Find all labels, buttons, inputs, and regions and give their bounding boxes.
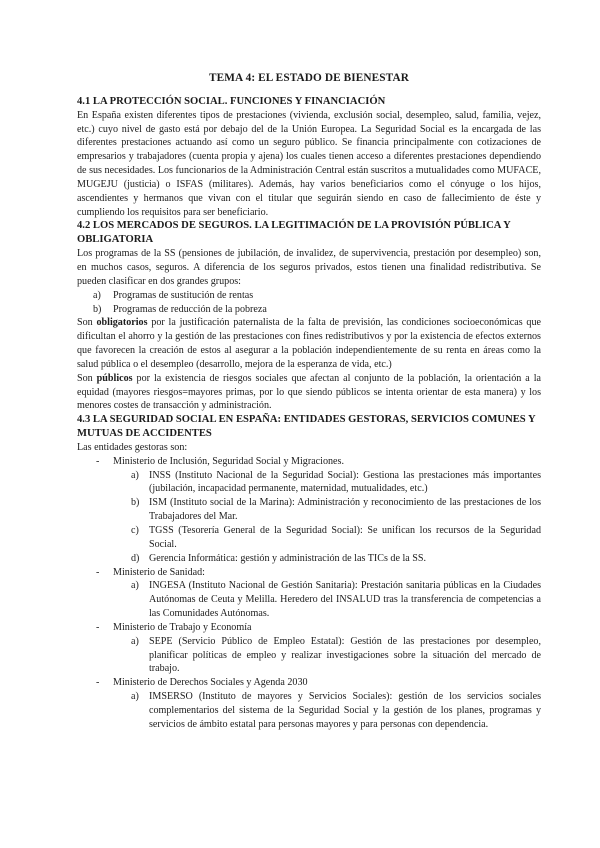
entity-item	[77, 524, 541, 552]
bold-term-obligatorios: obligatorios	[96, 317, 148, 329]
dash-marker: -	[96, 677, 100, 689]
ministry-name: Ministerio de Derechos Sociales y Agenda 2030	[113, 677, 308, 689]
document-page	[77, 72, 541, 732]
paragraph-lead: Son	[77, 372, 97, 384]
section-4-3-intro: Las entidades gestoras son:	[77, 441, 188, 453]
entity-text: Gerencia Informática: gestión y administración de las TICs de la SS.	[149, 552, 427, 564]
entity-item	[77, 579, 541, 621]
entity-item	[77, 496, 541, 524]
section-4-3-heading: 4.3 LA SEGURIDAD SOCIAL EN ESPAÑA: ENTIDADES GESTORAS, SERVICIOS COMUNES Y MUTUAS DE ACCIDENTES	[77, 414, 536, 440]
list-item-text: Programas de sustitución de rentas	[113, 289, 254, 301]
section-4-1-body: En España existen diferentes tipos de prestaciones (vivienda, exclusión social, desempleo, salud, familia, vejez, etc.) cuyo nivel de gasto está por debajo del de la Unión Europea. La Seguridad Social es la encargada de las diferentes prestaciones actuando así como un seguro público. Se financia principalmente con cotizaciones de empresarios y trabajadores (cuenta propia y ajena) los cuales tienen acceso a diferentes prestaciones dependiendo de sus necesidades. Los funcionarios de la Administración Central están suscritos a mutualidades como MUFACE, MUGEJU (justicia) o ISFAS (militares). Además, hay varios beneficiarios como el cónyuge o los hijos, ascendientes y hermanos que vivan con el titular que seguirán siendo en caso de fallecimiento de éste y cumpliendo los requisitos para ser beneficiario.	[77, 109, 541, 218]
paragraph-lead: Son	[77, 317, 97, 329]
bold-term-publicos: públicos	[96, 372, 133, 384]
section-4-2-intro: Los programas de la SS (pensiones de jubilación, de invalidez, de supervivencia, prestación por desempleo) son, en muchos casos, seguros. A diferencia de los seguros privados, estos tienen una finalidad redistributiva. Se pueden clasificar en dos grandes grupos:	[77, 248, 541, 287]
obligatorios-paragraph	[77, 316, 541, 371]
entity-text: IMSERSO (Instituto de mayores y Servicios Sociales): gestión de los servicios sociales complementarios del sistema de la Seguridad Social y la gestión de los planes, programas y servicios de ámbito estatal para personas mayores y para personas con dependencia.	[149, 691, 541, 730]
section-4-2-heading: 4.2 LOS MERCADOS DE SEGUROS. LA LEGITIMACIÓN DE LA PROVISIÓN PÚBLICA Y OBLIGATORIA	[77, 220, 511, 246]
ministry-item	[77, 566, 541, 580]
dash-marker: -	[96, 621, 100, 633]
list-marker: c)	[131, 525, 139, 536]
list-marker: a)	[131, 691, 139, 703]
section-4-1-heading: 4.1 LA PROTECCIÓN SOCIAL. FUNCIONES Y FINANCIACIÓN	[77, 95, 386, 107]
paragraph-text: por la existencia de riesgos sociales que afectan al conjunto de la población, la orientación a la equidad (mayores riesgos=mayores primas, por lo que siendo públicos se intenta orientar de esta manera) y los menores costes de transacción y administración.	[77, 372, 541, 412]
ministry-name: Ministerio de Sanidad:	[113, 566, 205, 578]
document-title: TEMA 4: EL ESTADO DE BIENESTAR	[208, 72, 409, 84]
entity-item	[77, 635, 541, 677]
list-marker: a)	[93, 289, 101, 301]
list-item	[77, 289, 541, 303]
entity-text: INSS (Instituto Nacional de la Seguridad Social): Gestiona las prestaciones más importantes (jubilación, incapacidad permanente, maternidad, mutualidades, etc.)	[149, 469, 541, 495]
entity-text: ISM (Instituto social de la Marina): Administración y reconocimiento de las prestaciones de los Trabajadores del Mar.	[149, 497, 541, 523]
entity-item	[77, 690, 541, 732]
list-marker: a)	[131, 469, 139, 481]
list-item	[77, 303, 541, 317]
list-marker: a)	[131, 580, 139, 592]
list-marker: b)	[131, 497, 140, 509]
entity-item	[77, 469, 541, 497]
list-marker: b)	[93, 303, 102, 315]
list-marker: d)	[131, 552, 140, 564]
publicos-paragraph	[77, 372, 541, 414]
ministry-item	[77, 455, 541, 469]
ministry-name: Ministerio de Trabajo y Economía	[113, 621, 252, 633]
entity-text: SEPE (Servicio Público de Empleo Estatal): Gestión de las prestaciones por desempleo, planificar políticas de empleo y realizar investigaciones sobre la situación del mercado de trabajo.	[149, 635, 541, 675]
list-marker: a)	[131, 635, 139, 647]
dash-marker: -	[96, 455, 100, 467]
ministry-item	[77, 676, 541, 690]
ministry-item	[77, 621, 541, 635]
dash-marker: -	[96, 566, 100, 578]
entity-item	[77, 552, 541, 566]
entity-text: TGSS (Tesorería General de la Seguridad Social): Se unifican los recursos de la Seguridad Social.	[149, 525, 541, 550]
ministry-name: Ministerio de Inclusión, Seguridad Social y Migraciones.	[113, 455, 344, 467]
paragraph-text: por la justificación paternalista de la falta de previsión, las condiciones socioeconómicas que dificultan el ahorro y la gestión de las prestaciones con fines redistributivos y por la existencia de efectos externos que favorecen la creación de estos al asegurar a la población independientemente de su renta en áreas como la salud pública o el desempleo (desarrollo, mejora de la esperanza de vida, etc.)	[77, 317, 542, 370]
entity-text: INGESA (Instituto Nacional de Gestión Sanitaria): Prestación sanitaria públicas en la Ciudades Autónomas de Ceuta y Melilla. Heredero del INSALUD tras la transferencia de competencias a las Comunidades Autónomas.	[149, 580, 541, 620]
list-item-text: Programas de reducción de la pobreza	[113, 303, 267, 315]
